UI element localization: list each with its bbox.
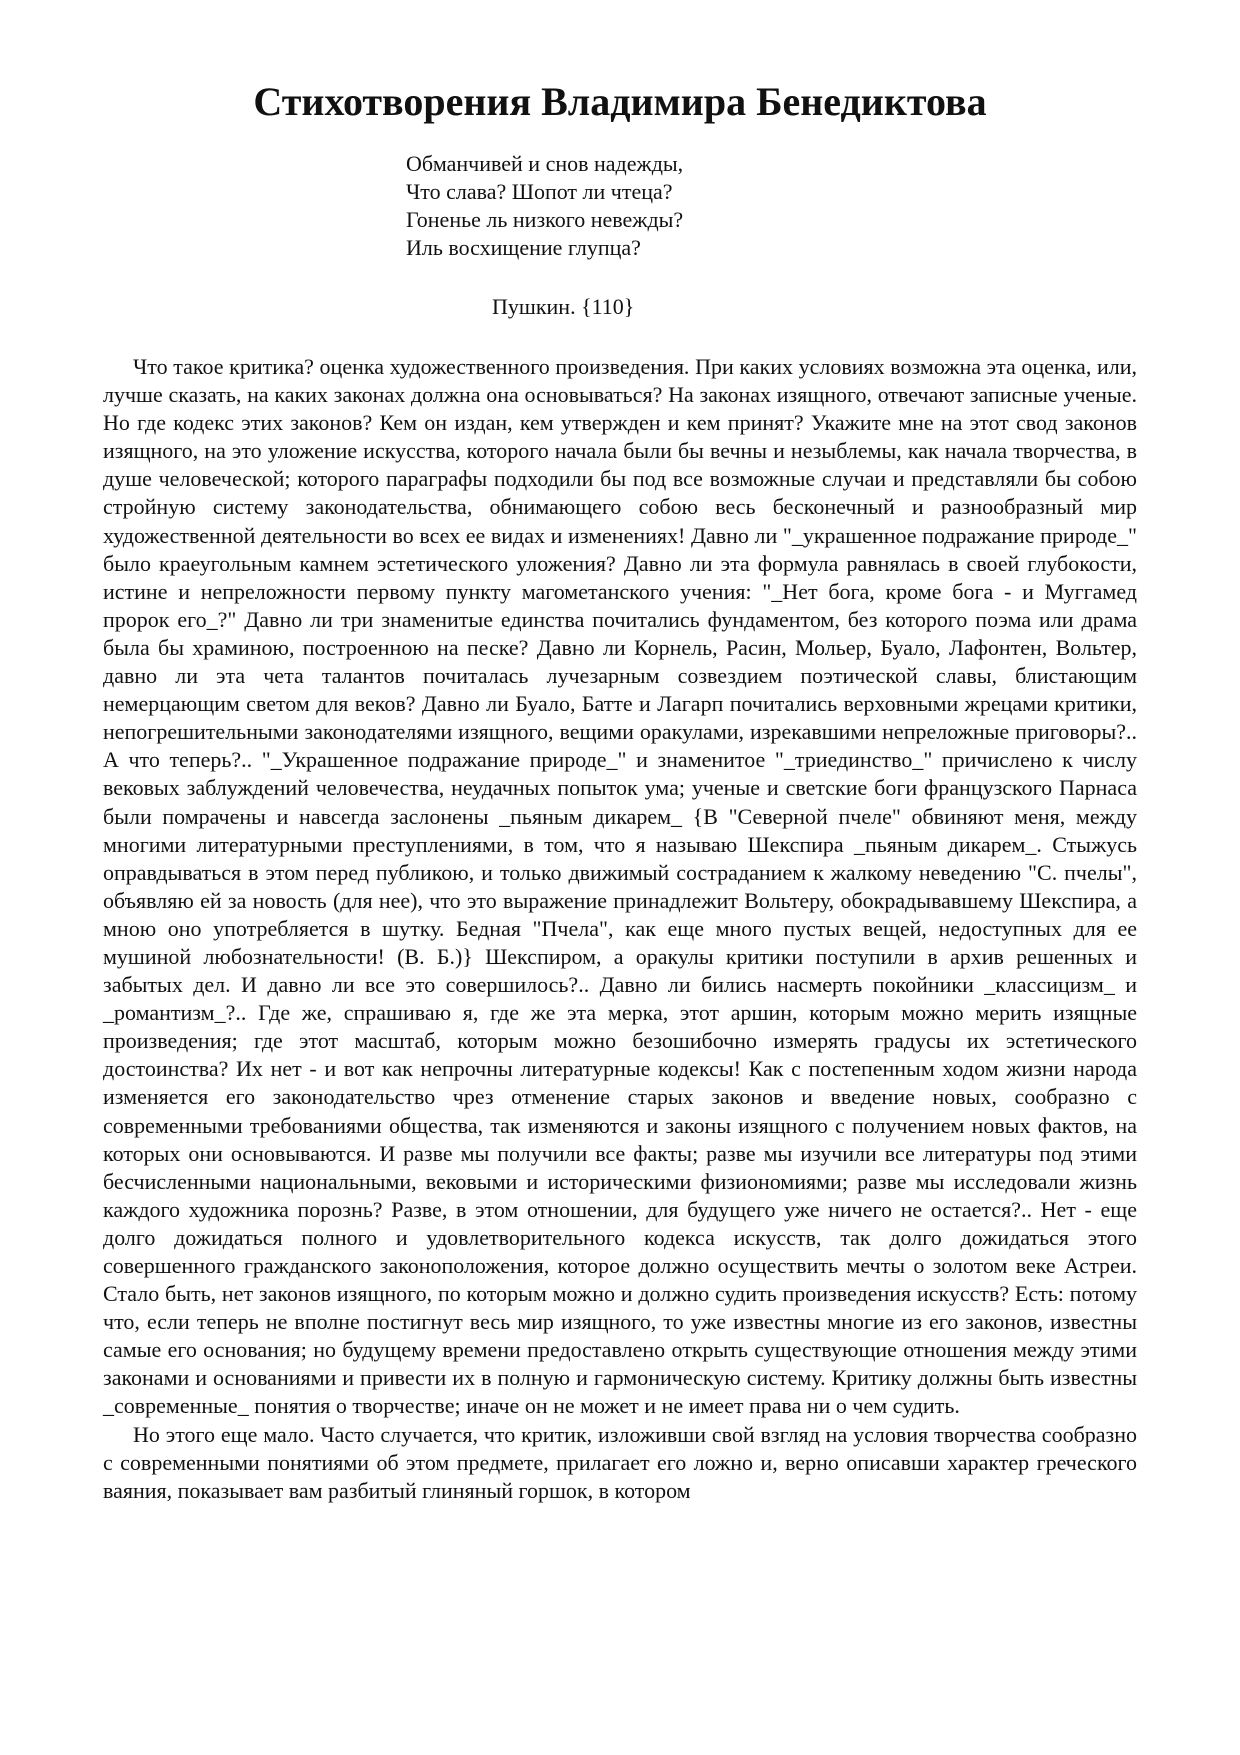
epigraph-author: Пушкин. {110} [492, 294, 635, 319]
epigraph [406, 150, 966, 262]
paragraph: Но этого еще мало. Часто случается, что критик, изложивши свой взгляд на условия творчества сообразно с современными понятиями об этом предмете, прилагает его ложно и, верно описавши характер греческого ваяния, показывает вам разбитый глиняный горшок, в котором [103, 1421, 1137, 1503]
epigraph-line: Обманчивей и снов надежды, [406, 151, 684, 176]
document-title: Стихотворения Владимира Бенедиктова [253, 79, 987, 124]
article-body [103, 353, 1137, 1505]
epigraph-line: Иль восхищение глупца? [406, 235, 641, 260]
paragraph: Что такое критика? оценка художественного произведения. При каких условиях возможна эта оценка, или, лучше сказать, на каких законах должна она основываться? На законах изящного, отвечают записные ученые. Но где кодекс этих законов? Кем он издан, кем утвержден и кем принят? Укажите мне на этот свод законов изящного, на это уложение искусства, которого начала были бы вечны и незыблемы, как начала творчества, в душе человеческой; которого параграфы подходили бы под все возможные случаи и представляли бы собою стройную систему законодательства, обнимающего собою весь бесконечный и разнообразный мир художественной деятельности во всех ее видах и изменениях! Давно ли "_украшенное подражание природе_" было краеугольным камнем эстетического уложения? Давно ли эта формула равнялась в своей глубокости, истине и непреложности первому пункту магометанского учения: "_Нет бога, кроме бога - и Муггамед пророк его_?" Давно ли три знаменитые единства почитались фундаментом, без которого поэма или драма была бы храминою, построенною на песке? Давно ли Корнель, Расин, Мольер, Буало, Лафонтен, Вольтер, давно ли эта чета талантов почиталась лучезарным созвездием поэтической славы, блистающим немерцающим светом для веков? Давно ли Буало, Батте и Лагарп почитались верховными жрецами критики, непогрешительными законодателями изящного, вещими оракулами, изрекавшими непреложные приговоры?.. А что теперь?.. "_Украшенное подражание природе_" и знаменитое "_триединство_" причислено к числу вековых заблуждений человечества, неудачных попыток ума; ученые и светские боги французского Парнаса были помрачены и навсегда заслонены _пьяным дикарем_ {В "Северной пчеле" обвиняют меня, между многими литературными преступлениями, в том, что я называю Шекспира _пьяным дикарем_. Стыжусь оправдываться в этом перед публикою, и только движимый состраданием к жалкому неведению "С. пчелы", объявляю ей за новость (для нее), что это выражение принадлежит Вольтеру, обокрадывавшему Шекспира, а мною оно употребляется в шутку. Бедная "Пчела", как еще много пустых вещей, недоступных для ее мушиной любознательности! (В. Б.)} Шекспиром, а оракулы критики поступили в архив решенных и забытых дел. И давно ли все это совершилось?.. Давно ли бились насмерть покойники _классицизм_ и _романтизм_?.. Где же, спрашиваю я, где же эта мерка, этот аршин, которым можно мерить изящные произведения; где этот масштаб, которым можно безошибочно измерять градусы их эстетического достоинства? Их нет - и вот как непрочны литературные кодексы! Как с постепенным ходом жизни народа изменяется его законодательство чрез отменение старых законов и введение новых, сообразно с современными требованиями общества, так изменяются и законы изящного с получением новых фактов, на которых они основываются. И разве мы получили все факты; разве мы изучили все литературы под этими бесчисленными национальными, вековыми и историческими физиономиями; разве мы исследовали жизнь каждого художника порознь? Разве, в этом отношении, для будущего уже ничего не остается?.. Нет - еще долго дожидаться полного и удовлетворительного кодекса искусств, так долго дожидаться этого совершенного гражданского законоположения, которое должно осуществить мечты о золотом веке Астреи. Стало быть, нет законов изящного, по которым можно и должно судить произведения искусств? Есть: потому что, если теперь не вполне постигнут весь мир изящного, то уже известны многие из его законов, известны самые его основания; но будущему времени предоставлено открыть существующие отношения между этими законами и основаниями и привести их в полную и гармоническую систему. Критику должны быть известны _современные_ понятия о творчестве; иначе он не может и не имеет права ни о чем судить. [103, 354, 1137, 1419]
epigraph-line: Что слава? Шопот ли чтеца? [406, 179, 673, 204]
epigraph-line: Гоненье ль низкого невежды? [406, 207, 684, 232]
